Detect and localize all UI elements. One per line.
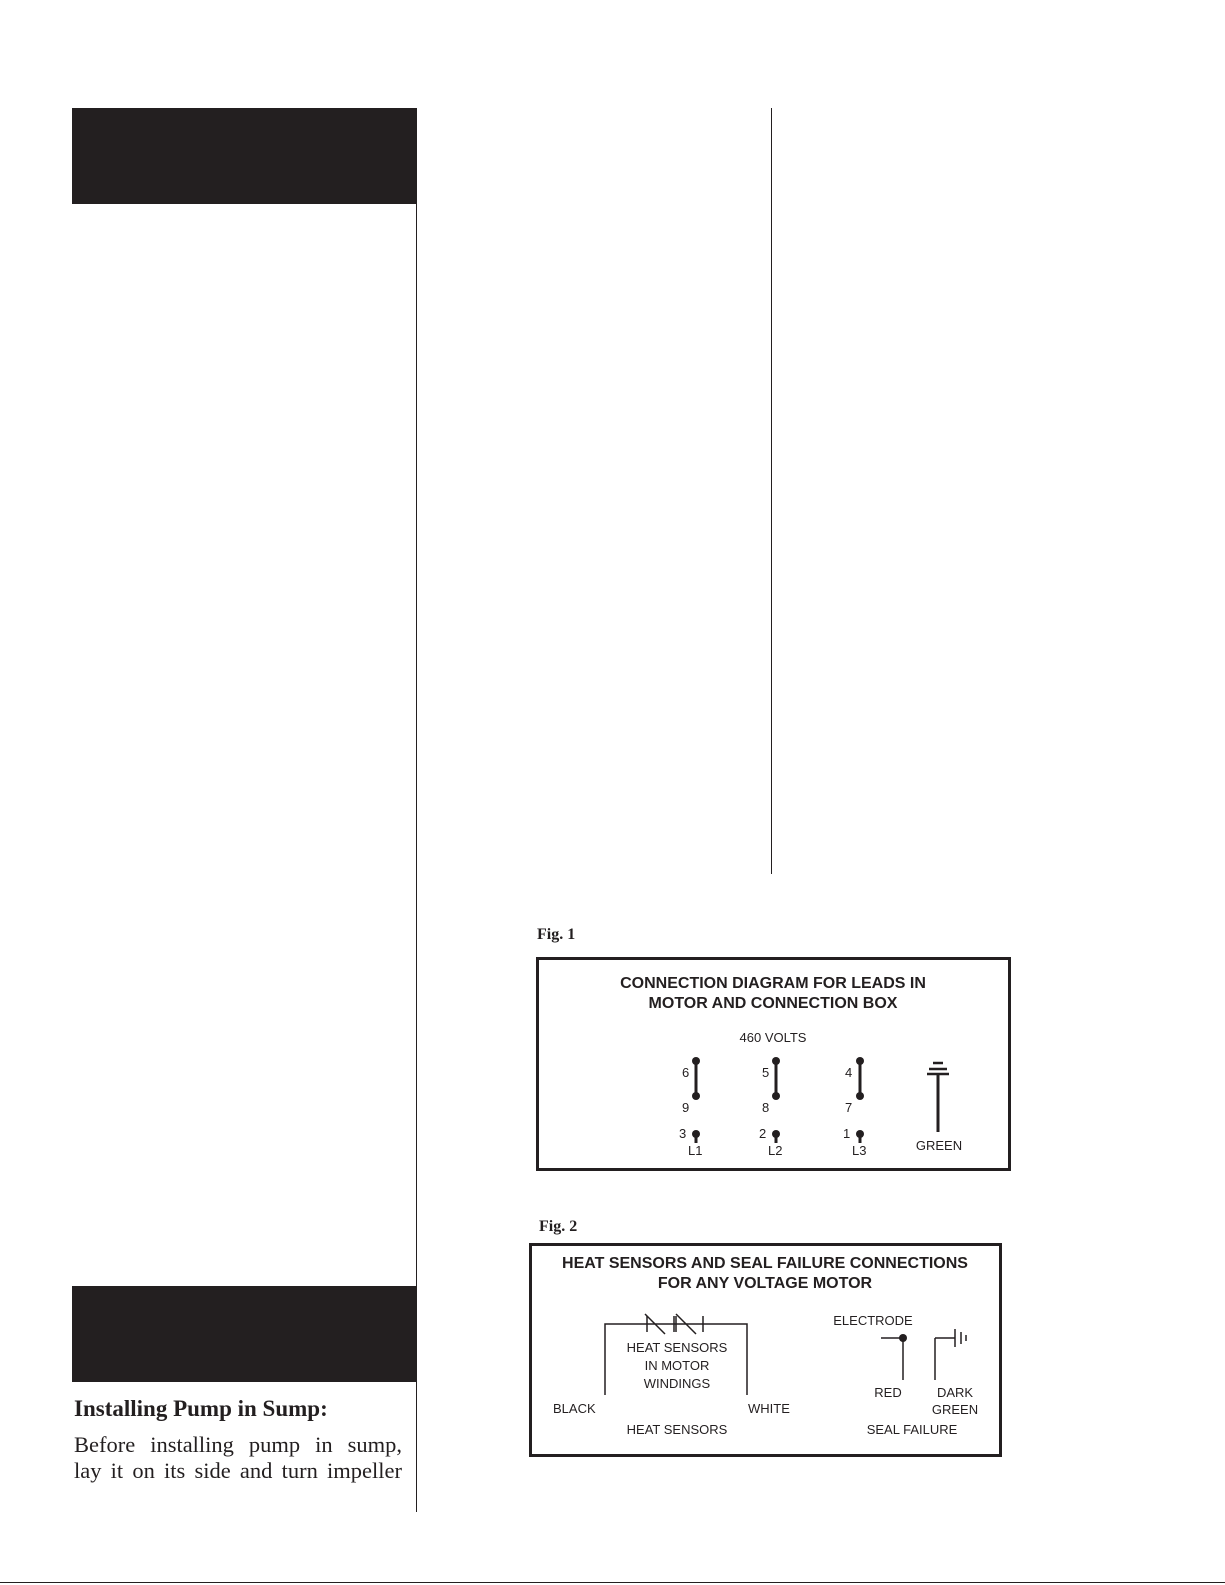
terminal-5-dot bbox=[772, 1057, 780, 1065]
terminal-1-label: 1 bbox=[843, 1126, 851, 1141]
terminal-6-label: 6 bbox=[682, 1065, 690, 1080]
terminal-4-dot bbox=[856, 1057, 864, 1065]
header-band bbox=[72, 108, 416, 204]
figure1-diagram bbox=[536, 957, 1012, 1172]
line-L2-label: L2 bbox=[768, 1143, 783, 1158]
red-wire-label: RED bbox=[874, 1385, 902, 1400]
terminal-6-dot bbox=[692, 1057, 700, 1065]
figure1-title-line2: MOTOR AND CONNECTION BOX bbox=[648, 995, 898, 1012]
terminal-group-3 bbox=[843, 1057, 866, 1158]
ground-symbol-icon bbox=[927, 1063, 949, 1132]
figure2-label: Fig. 2 bbox=[539, 1218, 578, 1235]
figure2-title-line2: FOR ANY VOLTAGE MOTOR bbox=[657, 1275, 873, 1292]
terminal-group-1 bbox=[679, 1057, 702, 1158]
body-line-1: Before installing pump in sump, bbox=[74, 1432, 402, 1457]
sensor-label-line2: IN MOTOR bbox=[644, 1358, 710, 1373]
dark-green-label-line2: GREEN bbox=[931, 1402, 979, 1417]
section-heading: Installing Pump in Sump: bbox=[74, 1396, 328, 1421]
ground-green-label: GREEN bbox=[915, 1138, 963, 1153]
figure1-voltage: 460 VOLTS bbox=[739, 1030, 807, 1045]
figure2-title-line1: HEAT SENSORS AND SEAL FAILURE CONNECTIONS bbox=[562, 1255, 968, 1272]
seal-failure-caption: SEAL FAILURE bbox=[866, 1422, 958, 1437]
dark-green-label-line1: DARK bbox=[936, 1385, 974, 1400]
middle-column-rule bbox=[771, 108, 772, 874]
terminal-3-label: 3 bbox=[679, 1126, 687, 1141]
terminal-7-label: 7 bbox=[845, 1100, 853, 1115]
heat-sensors-caption: HEAT SENSORS bbox=[626, 1422, 728, 1437]
black-wire-label: BLACK bbox=[553, 1401, 596, 1416]
terminal-7-dot bbox=[856, 1092, 864, 1100]
page-bottom-rule bbox=[0, 1582, 1225, 1583]
line-L3-label: L3 bbox=[852, 1143, 867, 1158]
ground-symbol-2-icon bbox=[935, 1329, 966, 1380]
terminal-9-label: 9 bbox=[682, 1100, 690, 1115]
terminal-9-dot bbox=[692, 1092, 700, 1100]
figure2-diagram bbox=[529, 1243, 1003, 1458]
terminal-5-label: 5 bbox=[762, 1065, 770, 1080]
terminal-4-label: 4 bbox=[845, 1065, 853, 1080]
section-band bbox=[72, 1286, 416, 1382]
terminal-8-label: 8 bbox=[762, 1100, 770, 1115]
left-column-rule bbox=[416, 108, 417, 1512]
white-wire-label: WHITE bbox=[748, 1401, 790, 1416]
sensor-label-line3: WINDINGS bbox=[643, 1376, 711, 1391]
terminal-2-label: 2 bbox=[759, 1126, 767, 1141]
terminal-group-2 bbox=[759, 1057, 782, 1158]
sensor-label-line1: HEAT SENSORS bbox=[626, 1340, 728, 1355]
body-line-2: lay it on its side and turn impeller bbox=[74, 1458, 402, 1483]
terminal-8-dot bbox=[772, 1092, 780, 1100]
figure1-label: Fig. 1 bbox=[537, 926, 576, 943]
electrode-symbol-icon bbox=[881, 1334, 907, 1380]
line-L1-label: L1 bbox=[688, 1143, 703, 1158]
electrode-label: ELECTRODE bbox=[833, 1313, 913, 1328]
figure1-title-line1: CONNECTION DIAGRAM FOR LEADS IN bbox=[620, 975, 926, 992]
